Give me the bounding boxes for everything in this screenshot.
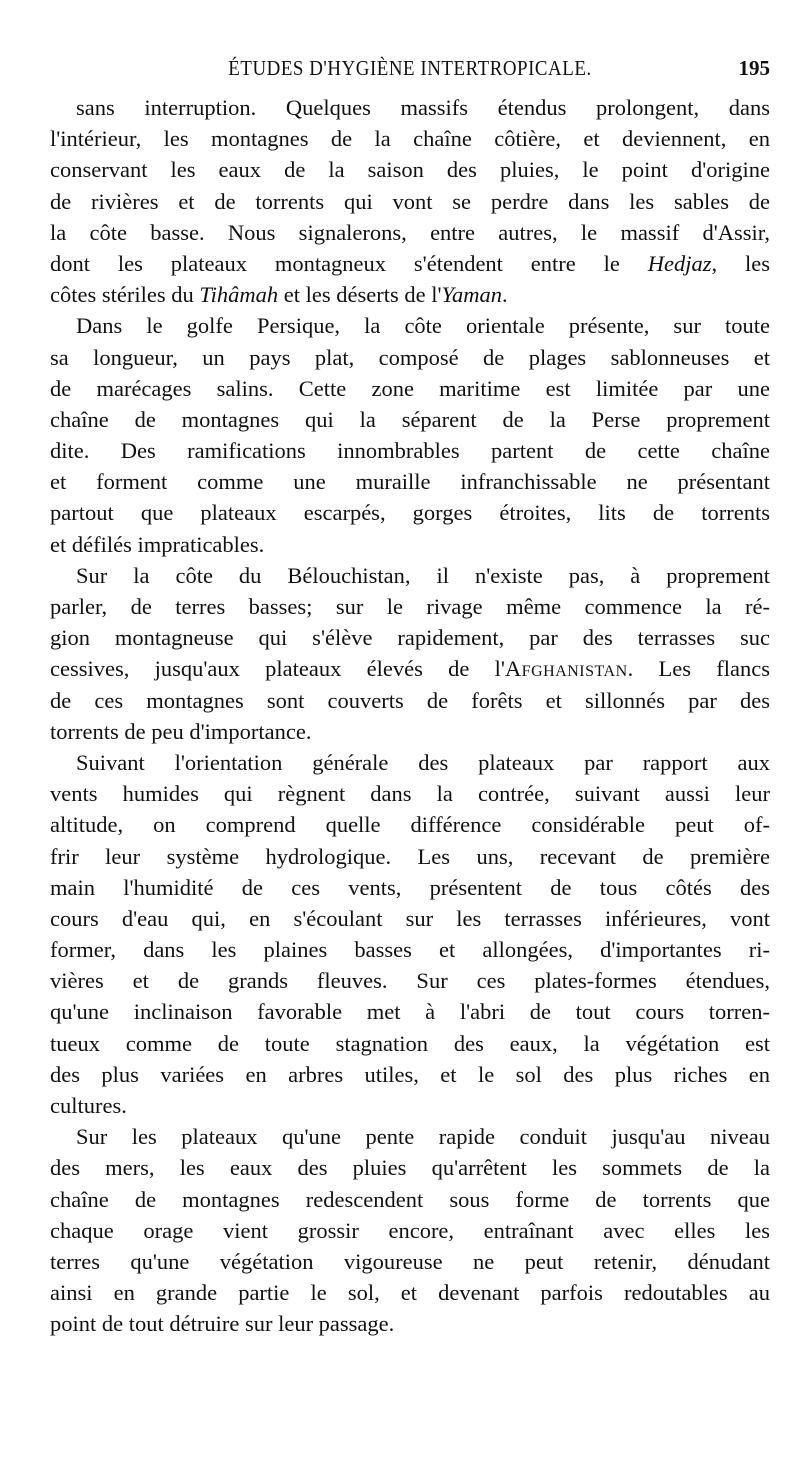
paragraph: [50, 1121, 770, 1339]
text-segment: Suivant l'orientation générale des plateaux par rapport aux: [76, 749, 770, 775]
text-segment: de rivières et de torrents qui vont se perdre dans les sables de: [50, 188, 770, 214]
text-segment: chaque orage vient grossir encore, entraînant avec elles les: [50, 1217, 770, 1243]
text-segment: gion montagneuse qui s'élève rapidement, par des terrasses suc: [50, 625, 770, 651]
text-line: [50, 310, 770, 341]
text-line: [50, 1246, 770, 1277]
text-segment: parler, de terres basses; sur le rivage même commence la ré-: [50, 594, 770, 619]
text-segment: ainsi en grande partie le sol, et devenant parfois redoutables au: [50, 1280, 770, 1306]
italic-term: Hedjaz: [647, 250, 712, 276]
text-segment: Sur la côte du Bélouchistan, il n'existe pas, à proprement: [76, 562, 770, 588]
text-segment: tueux comme de toute stagnation des eaux, la végétation est: [50, 1030, 770, 1056]
text-segment: point de tout détruire sur leur passage.: [50, 1311, 395, 1337]
text-segment: cessives, jusqu'aux plateaux élevés de l': [50, 656, 505, 682]
text-segment: sa longueur, un pays plat, composé de plages sablonneuses et: [50, 344, 770, 370]
text-line: [50, 248, 770, 279]
text-line: [50, 872, 770, 903]
text-segment: vières et de grands fleuves. Sur ces plates-formes étendues,: [50, 968, 770, 994]
text-segment: chaîne de montagnes redescendent sous forme de torrents que: [50, 1186, 770, 1212]
text-segment: l'intérieur, les montagnes de la chaîne côtière, et deviennent, en: [50, 126, 770, 152]
text-line: [50, 1184, 770, 1215]
text-line: [50, 841, 770, 872]
text-line: [50, 903, 770, 934]
text-segment: de ces montagnes sont couverts de forêts et sillonnés par des: [50, 687, 770, 713]
text-segment: conservant les eaux de la saison des pluies, le point d'origine: [50, 157, 770, 183]
text-segment: Dans le golfe Persique, la côte orientale présente, sur toute: [76, 313, 770, 339]
text-segment: , les: [711, 250, 770, 276]
text-line: [50, 591, 770, 622]
text-line: [50, 217, 770, 248]
text-segment: Sur les plateaux qu'une pente rapide conduit jusqu'au niveau: [76, 1124, 770, 1150]
text-line: [50, 1121, 770, 1152]
text-line: [50, 154, 770, 185]
text-line: [50, 92, 770, 123]
running-head: [50, 56, 770, 86]
text-line: [50, 778, 770, 809]
text-line: [50, 809, 770, 840]
text-segment: qu'une inclinaison favorable met à l'abri de tout cours torren-: [50, 999, 770, 1025]
text-segment: la côte basse. Nous signalerons, entre autres, le massif d'Assir,: [50, 219, 770, 245]
text-segment: partout que plateaux escarpés, gorges étroites, lits de torrents: [50, 500, 770, 526]
text-line: [50, 373, 770, 404]
text-segment: .: [501, 282, 508, 308]
text-line: [50, 466, 770, 497]
text-line: [50, 716, 770, 747]
text-line: [50, 1090, 770, 1121]
text-segment: cours d'eau qui, en s'écoulant sur les terrasses inférieures, vont: [50, 905, 770, 931]
text-segment: frir leur système hydrologique. Les uns, recevant de première: [50, 843, 770, 869]
text-line: [50, 934, 770, 965]
text-segment: des plus variées en arbres utiles, et le sol des plus riches en: [50, 1061, 770, 1087]
text-segment: sans interruption. Quelques massifs étendus prolongent, dans: [76, 95, 770, 120]
text-line: [50, 965, 770, 996]
text-line: [50, 1277, 770, 1308]
text-segment: torrents de peu d'importance.: [50, 718, 312, 744]
text-line: [50, 560, 770, 591]
text-segment: terres qu'une végétation vigoureuse ne peut retenir, dénudant: [50, 1248, 770, 1274]
text-line: [50, 497, 770, 528]
paragraph: [50, 92, 770, 310]
text-line: [50, 186, 770, 217]
text-segment: et forment comme une muraille infranchissable ne présentant: [50, 469, 770, 495]
paragraph: [50, 747, 770, 1121]
text-line: [50, 622, 770, 653]
text-line: [50, 435, 770, 466]
body-text: [50, 92, 770, 1340]
text-line: [50, 1152, 770, 1183]
text-segment: cultures.: [50, 1093, 127, 1118]
text-segment: des mers, les eaux des pluies qu'arrêtent les sommets de la: [50, 1155, 770, 1181]
text-segment: vents humides qui règnent dans la contrée, suivant aussi leur: [50, 781, 770, 807]
text-segment: de marécages salins. Cette zone maritime est limitée par une: [50, 375, 770, 401]
text-segment: et défilés impraticables.: [50, 531, 265, 557]
text-line: [50, 404, 770, 435]
text-line: [50, 1215, 770, 1246]
text-line: [50, 1308, 770, 1339]
text-line: [50, 1059, 770, 1090]
page-number: 195: [738, 56, 770, 80]
text-line: [50, 747, 770, 778]
text-line: [50, 1028, 770, 1059]
text-segment: et les déserts de l': [278, 282, 442, 308]
paragraph: [50, 310, 770, 560]
text-line: [50, 342, 770, 373]
text-line: [50, 279, 770, 310]
text-segment: . Les flancs: [627, 656, 770, 682]
paragraph: [50, 560, 770, 747]
running-title: ÉTUDES D'HYGIÈNE INTERTROPICALE.: [228, 56, 592, 80]
text-segment: former, dans les plaines basses et allongées, d'importantes ri-: [50, 937, 770, 963]
text-line: [50, 653, 770, 684]
text-line: [50, 685, 770, 716]
text-segment: altitude, on comprend quelle différence considérable peut of-: [50, 812, 770, 838]
italic-term: Tihâmah: [199, 282, 279, 308]
text-segment: main l'humidité de ces vents, présentent de tous côtés des: [50, 874, 770, 900]
text-segment: chaîne de montagnes qui la séparent de la Perse proprement: [50, 406, 770, 432]
text-line: [50, 529, 770, 560]
small-caps-term: Afghanistan: [504, 656, 628, 682]
italic-term: Yaman: [441, 282, 502, 308]
text-line: [50, 996, 770, 1027]
text-segment: dont les plateaux montagneux s'étendent entre le: [50, 250, 648, 276]
text-segment: dite. Des ramifications innombrables partent de cette chaîne: [50, 438, 770, 464]
text-line: [50, 123, 770, 154]
text-segment: côtes stériles du: [50, 282, 200, 308]
